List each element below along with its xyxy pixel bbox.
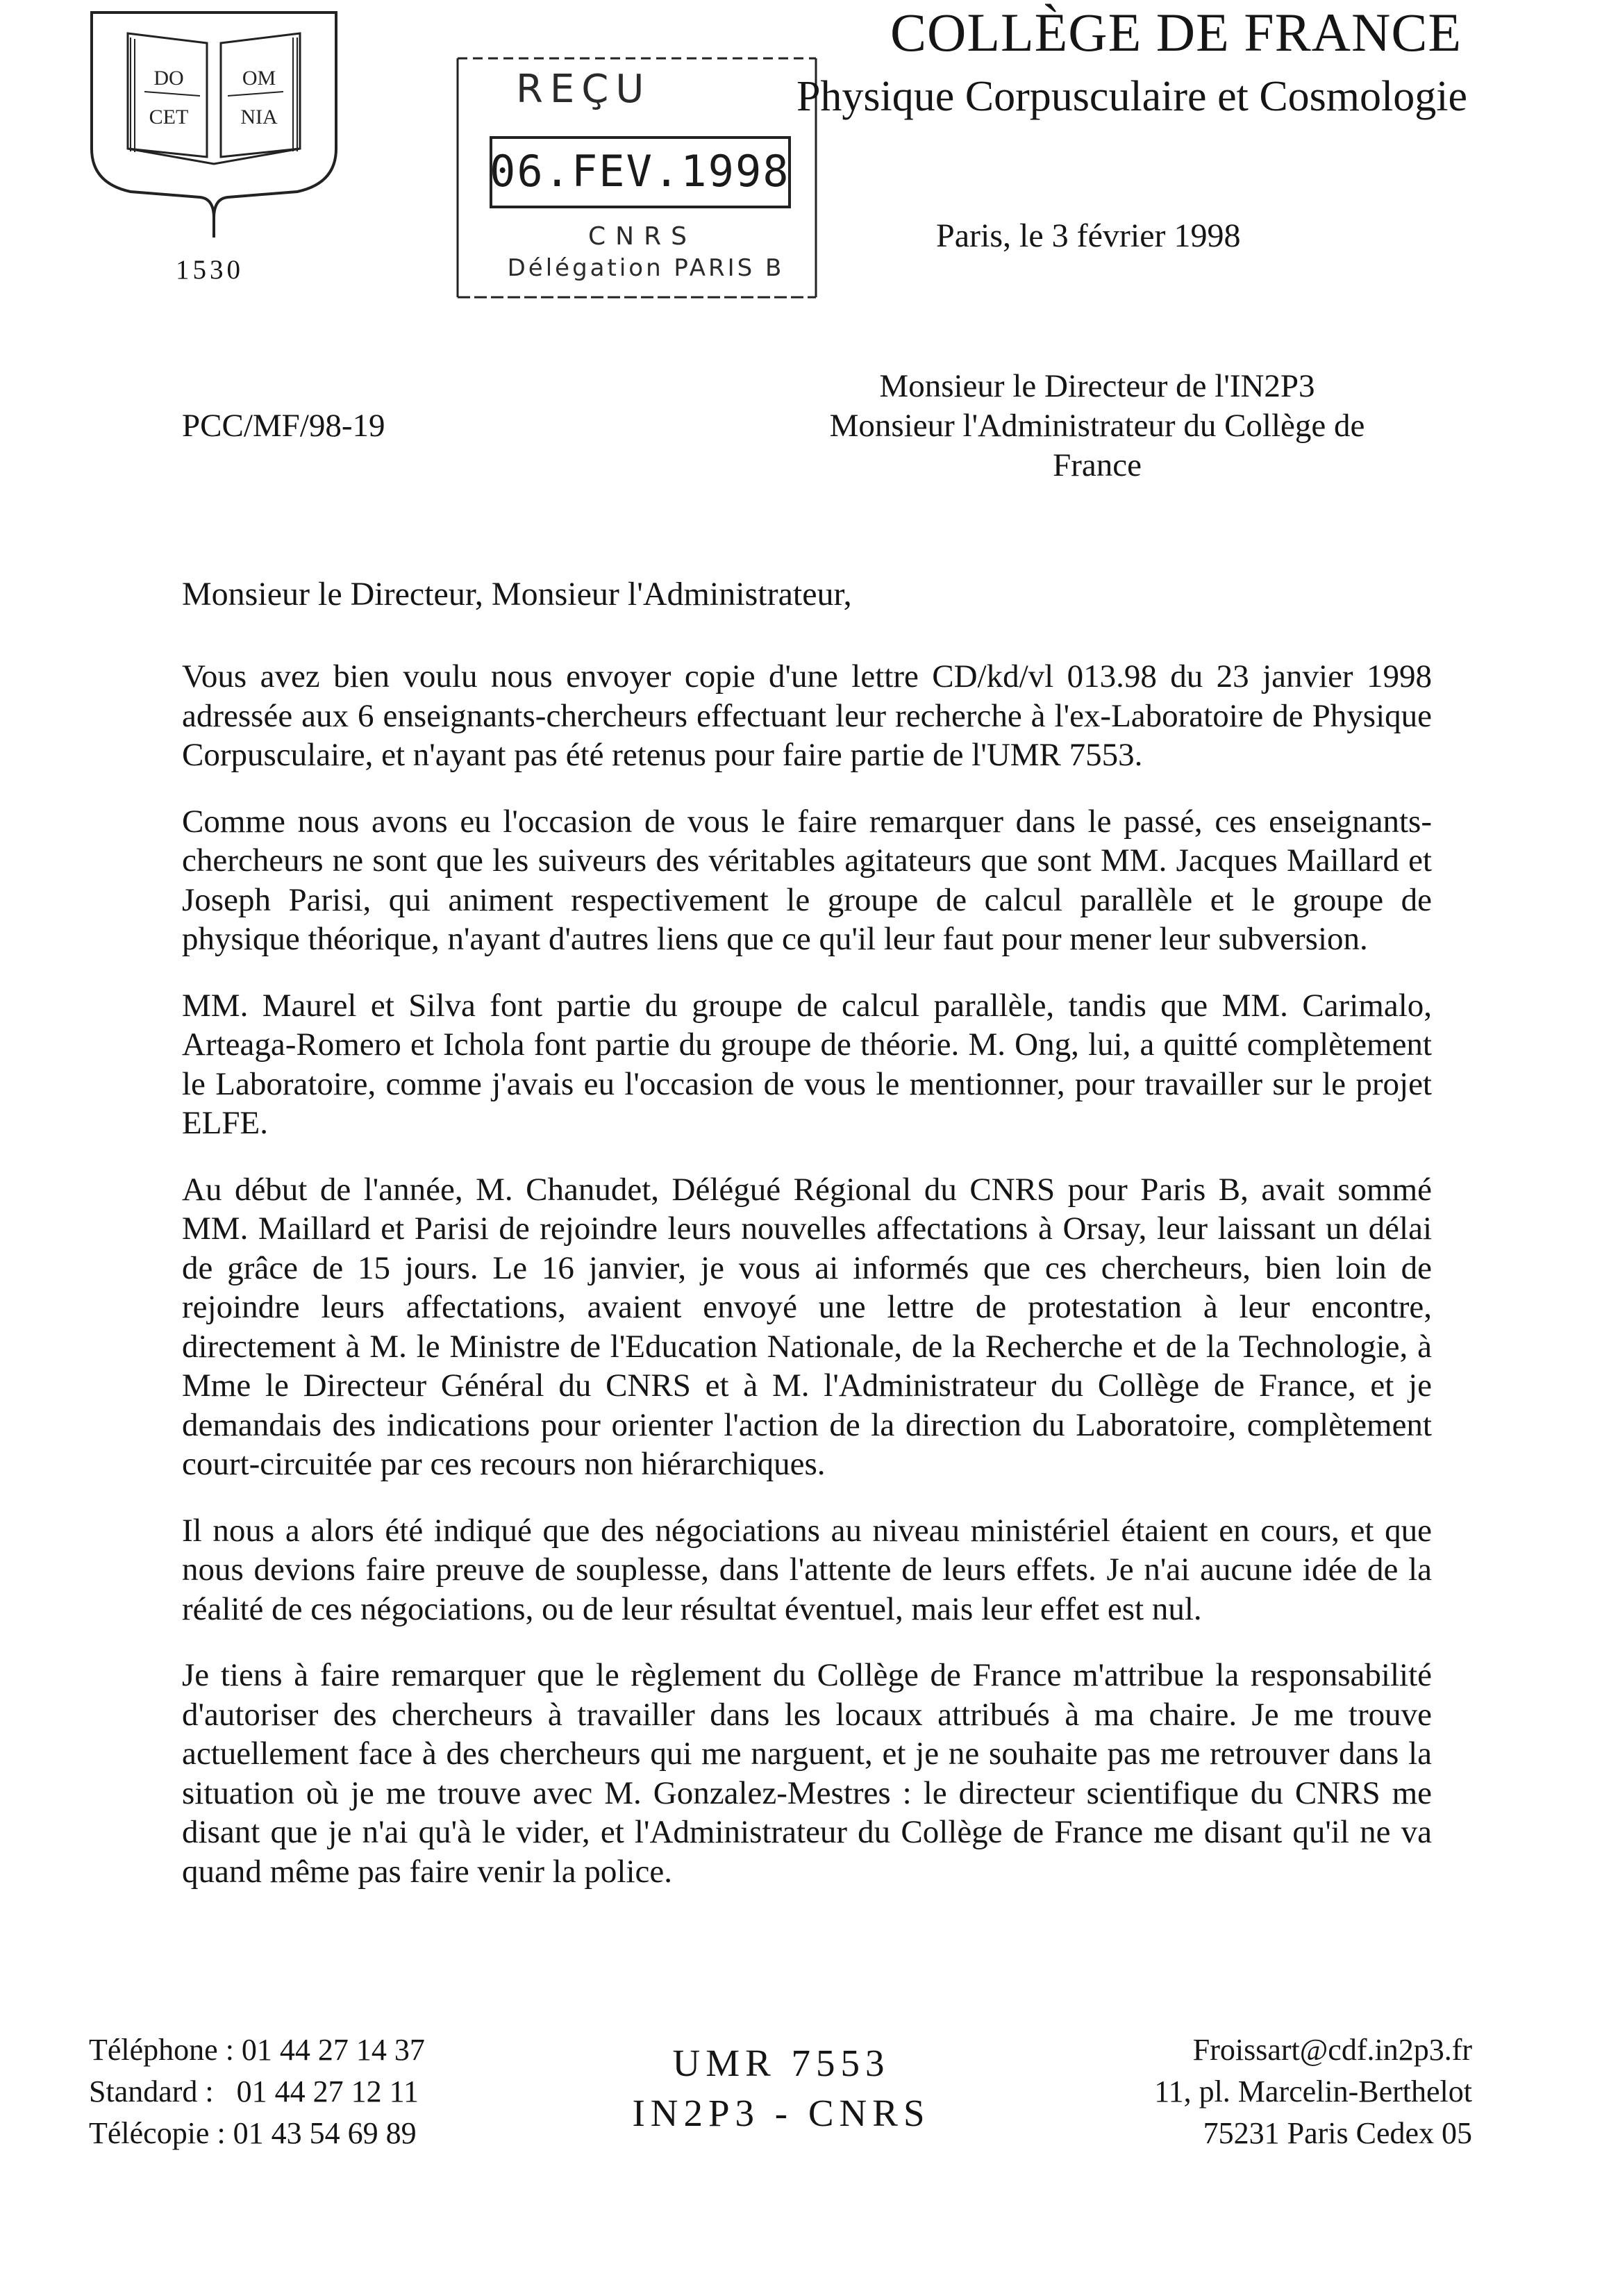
body-paragraph: Je tiens à faire remarquer que le règlement du Collège de France m'attribue la responsabilité d'autoriser des chercheurs à travailler dans les locaux attribués à ma chaire. Je me trouve actuellement face à des chercheurs qui me narguent, et je ne souhaite pas me retrouver dans la situation où je me trouve avec M. Gonzalez-Mestres : le directeur scientifique du CNRS me disant que je n'ai qu'à le vider, et l'Administrateur du Collège de France me disant qu'il ne va quand même pas faire venir la police. [182,1657,1432,1890]
recipients-block [764,367,1430,485]
footer-email: Froissart@cdf.in2p3.fr [1192,2033,1472,2067]
stamp-organization: CNRS [588,222,696,251]
stamp-delegation: Délégation PARIS B [507,254,785,282]
recipient-line: France [1053,447,1142,483]
body-paragraph: MM. Maurel et Silva font partie du groupe de calcul parallèle, tandis que MM. Carimalo, Arteaga-Romero et Ichola font partie du groupe de théorie. M. Ong, lui, a quitté complètement le Laboratoire, comme j'avais eu l'occasion de vous le mentionner, pour travailler sur le projet ELFE. [182,987,1432,1141]
footer-telecopie: Télécopie : 01 43 54 69 89 [89,2116,417,2150]
letter-reference: PCC/MF/98-19 [182,408,385,444]
footer-unit-block [611,2038,951,2138]
svg-text:OM: OM [242,67,276,90]
letter-body [182,657,1432,1918]
svg-text:NIA: NIA [240,106,278,128]
crest-year: 1530 [176,255,244,285]
svg-text:DO: DO [153,67,184,90]
department-name: Physique Corpusculaire et Cosmologie [796,73,1467,120]
footer-phone-block [89,2029,425,2154]
body-paragraph: Comme nous avons eu l'occasion de vous le faire remarquer dans le passé, ces enseignants-chercheurs ne sont que les suiveurs des véritables agitateurs que sont MM. Jacques Maillard et Joseph Parisi, qui animent respectivement le groupe de calcul parallèle et le groupe de physique théorique, n'ayant d'autres liens que ce qu'il leur faut pour mener leur subversion. [182,803,1432,957]
footer-address-block [1083,2029,1472,2154]
body-paragraph: Au début de l'année, M. Chanudet, Délégué Régional du CNRS pour Paris B, avait sommé MM. Maillard et Parisi de rejoindre leurs nouvelles affectations à Orsay, leur laissant un délai de grâce de 15 jours. Le 16 janvier, je vous ai informés que ces chercheurs, bien loin de rejoindre leurs affectations, avaient envoyé une lettre de protestation à leur encontre, directement à M. le Ministre de l'Education Nationale, de la Recherche et de la Technologie, à Mme le Directeur Général du CNRS et à M. l'Administrateur du Collège de France, et je demandais des indications pour orienter l'action de la direction du Laboratoire, complètement court-circuitée par ces recours non hiérarchiques. [182,1171,1432,1482]
place-and-date: Paris, le 3 février 1998 [936,217,1241,254]
body-paragraph: Il nous a alors été indiqué que des négociations au niveau ministériel étaient en cours, et que nous devions faire preuve de souplesse, dans l'attente de leurs effets. Je n'ai aucune idée de la réalité de ces négociations, ou de leur résultat éventuel, mais leur effet est nul. [182,1512,1432,1627]
institution-name: COLLÈGE DE FRANCE [890,2,1462,63]
footer-street: 11, pl. Marcelin-Berthelot [1154,2074,1472,2108]
svg-text:CET: CET [149,106,189,128]
college-crest [89,10,339,239]
footer-unit: IN2P3 - CNRS [632,2092,931,2134]
recipient-line: Monsieur le Directeur de l'IN2P3 [879,368,1315,404]
footer-umr: UMR 7553 [672,2042,890,2084]
recipient-line: Monsieur l'Administrateur du Collège de [829,408,1365,444]
salutation: Monsieur le Directeur, Monsieur l'Administrateur, [182,576,852,613]
body-paragraph: Vous avez bien voulu nous envoyer copie d'une lettre CD/kd/vl 013.98 du 23 janvier 1998 adressée aux 6 enseignants-chercheurs effectuant leur recherche à l'ex-Laboratoire de Physique Corpusculaire, et n'ayant pas été retenus pour faire partie de l'UMR 7553. [182,658,1432,773]
footer-city: 75231 Paris Cedex 05 [1203,2116,1472,2150]
stamp-date: 06.FEV.1998 [490,146,790,197]
stamp-received-label: REÇU [516,67,651,112]
crest-shield-icon [89,10,339,239]
footer-telephone: Téléphone : 01 44 27 14 37 [89,2033,425,2067]
footer-standard: Standard : 01 44 27 12 11 [89,2074,419,2108]
